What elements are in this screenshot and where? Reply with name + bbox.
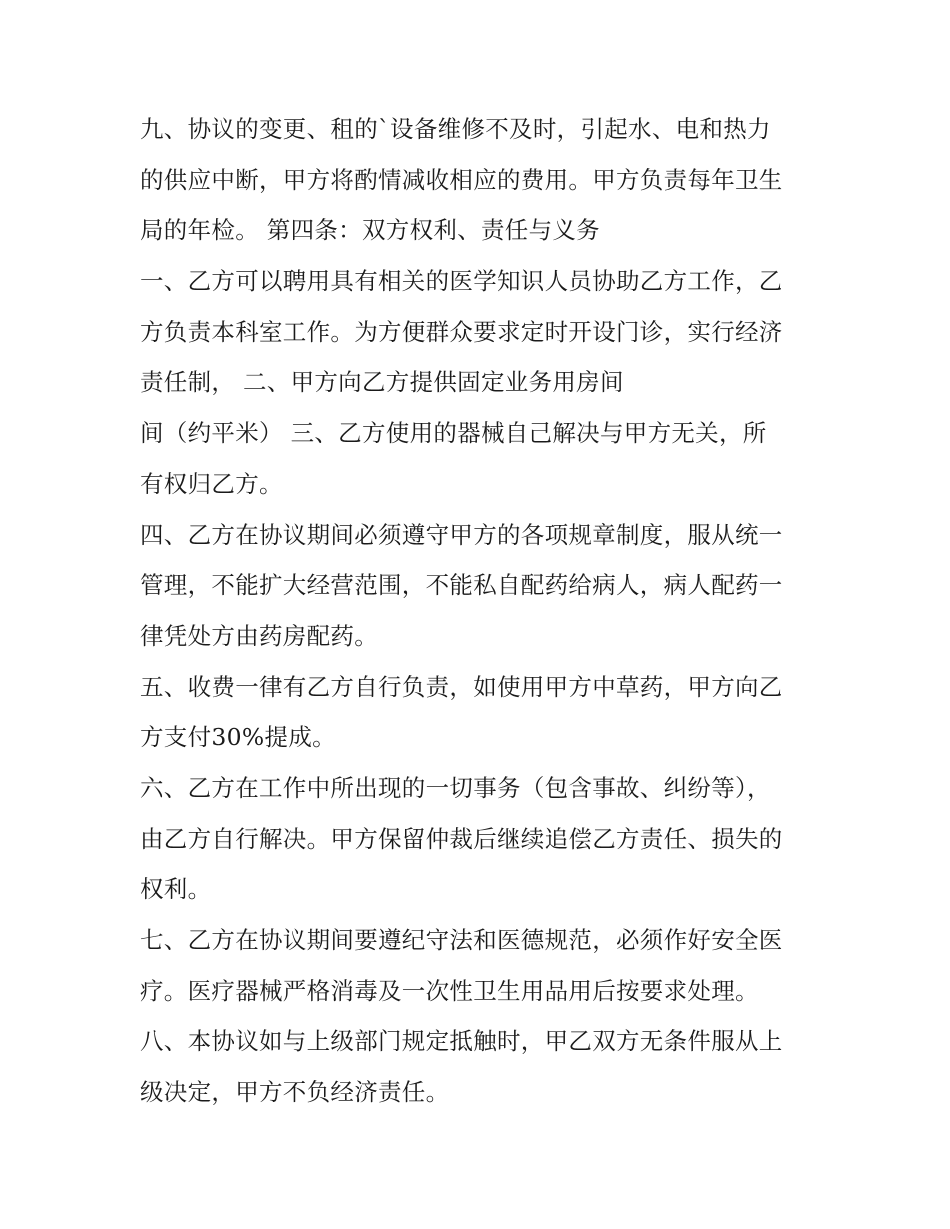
text-line: 一、乙方可以聘用具有相关的医学知识人员协助乙方工作，乙: [140, 267, 783, 296]
text-line: 四、乙方在协议期间必须遵守甲方的各项规章制度，服从统一: [140, 520, 783, 549]
text-line: 律凭处方由药房配药。: [140, 621, 378, 650]
text-line: 级决定，甲方不负经济责任。: [140, 1078, 450, 1107]
text-line: 五、收费一律有乙方自行负责，如使用甲方中草药，甲方向乙: [140, 672, 783, 701]
text-line: 局的年检。 第四条：双方权利、责任与义务: [140, 216, 600, 245]
text-line: 管理，不能扩大经营范围，不能私自配药给病人，病人配药一: [140, 571, 783, 600]
text-line: 方支付30%提成。: [140, 723, 336, 752]
text-line: 七、乙方在协议期间要遵纪守法和医德规范，必须作好安全医: [140, 926, 783, 954]
text-line: 有权归乙方。: [140, 469, 283, 498]
text-line: 权利。: [140, 875, 212, 904]
text-line: 由乙方自行解决。甲方保留仲裁后继续追偿乙方责任、损失的: [140, 824, 783, 853]
document-body: [140, 104, 820, 1118]
text-line: 八、本协议如与上级部门规定抵触时，甲乙双方无条件服从上: [140, 1027, 783, 1056]
text-line: 的供应中断，甲方将酌情减收相应的费用。甲方负责每年卫生: [140, 165, 783, 194]
text-line: 疗。医疗器械严格消毒及一次性卫生用品用后按要求处理。: [140, 976, 759, 1005]
text-line: 九、协议的变更、租的`设备维修不及时，引起水、电和热力: [140, 115, 771, 143]
text-line: 六、乙方在工作中所出现的一切事务（包含事故、纠纷等），: [140, 773, 771, 802]
text-line: 责任制， 二、甲方向乙方提供固定业务用房间: [140, 368, 624, 397]
text-line: 方负责本科室工作。为方便群众要求定时开设门诊，实行经济: [140, 317, 783, 346]
text-line: 间（约平米） 三、乙方使用的器械自己解决与甲方无关，所: [140, 419, 767, 448]
